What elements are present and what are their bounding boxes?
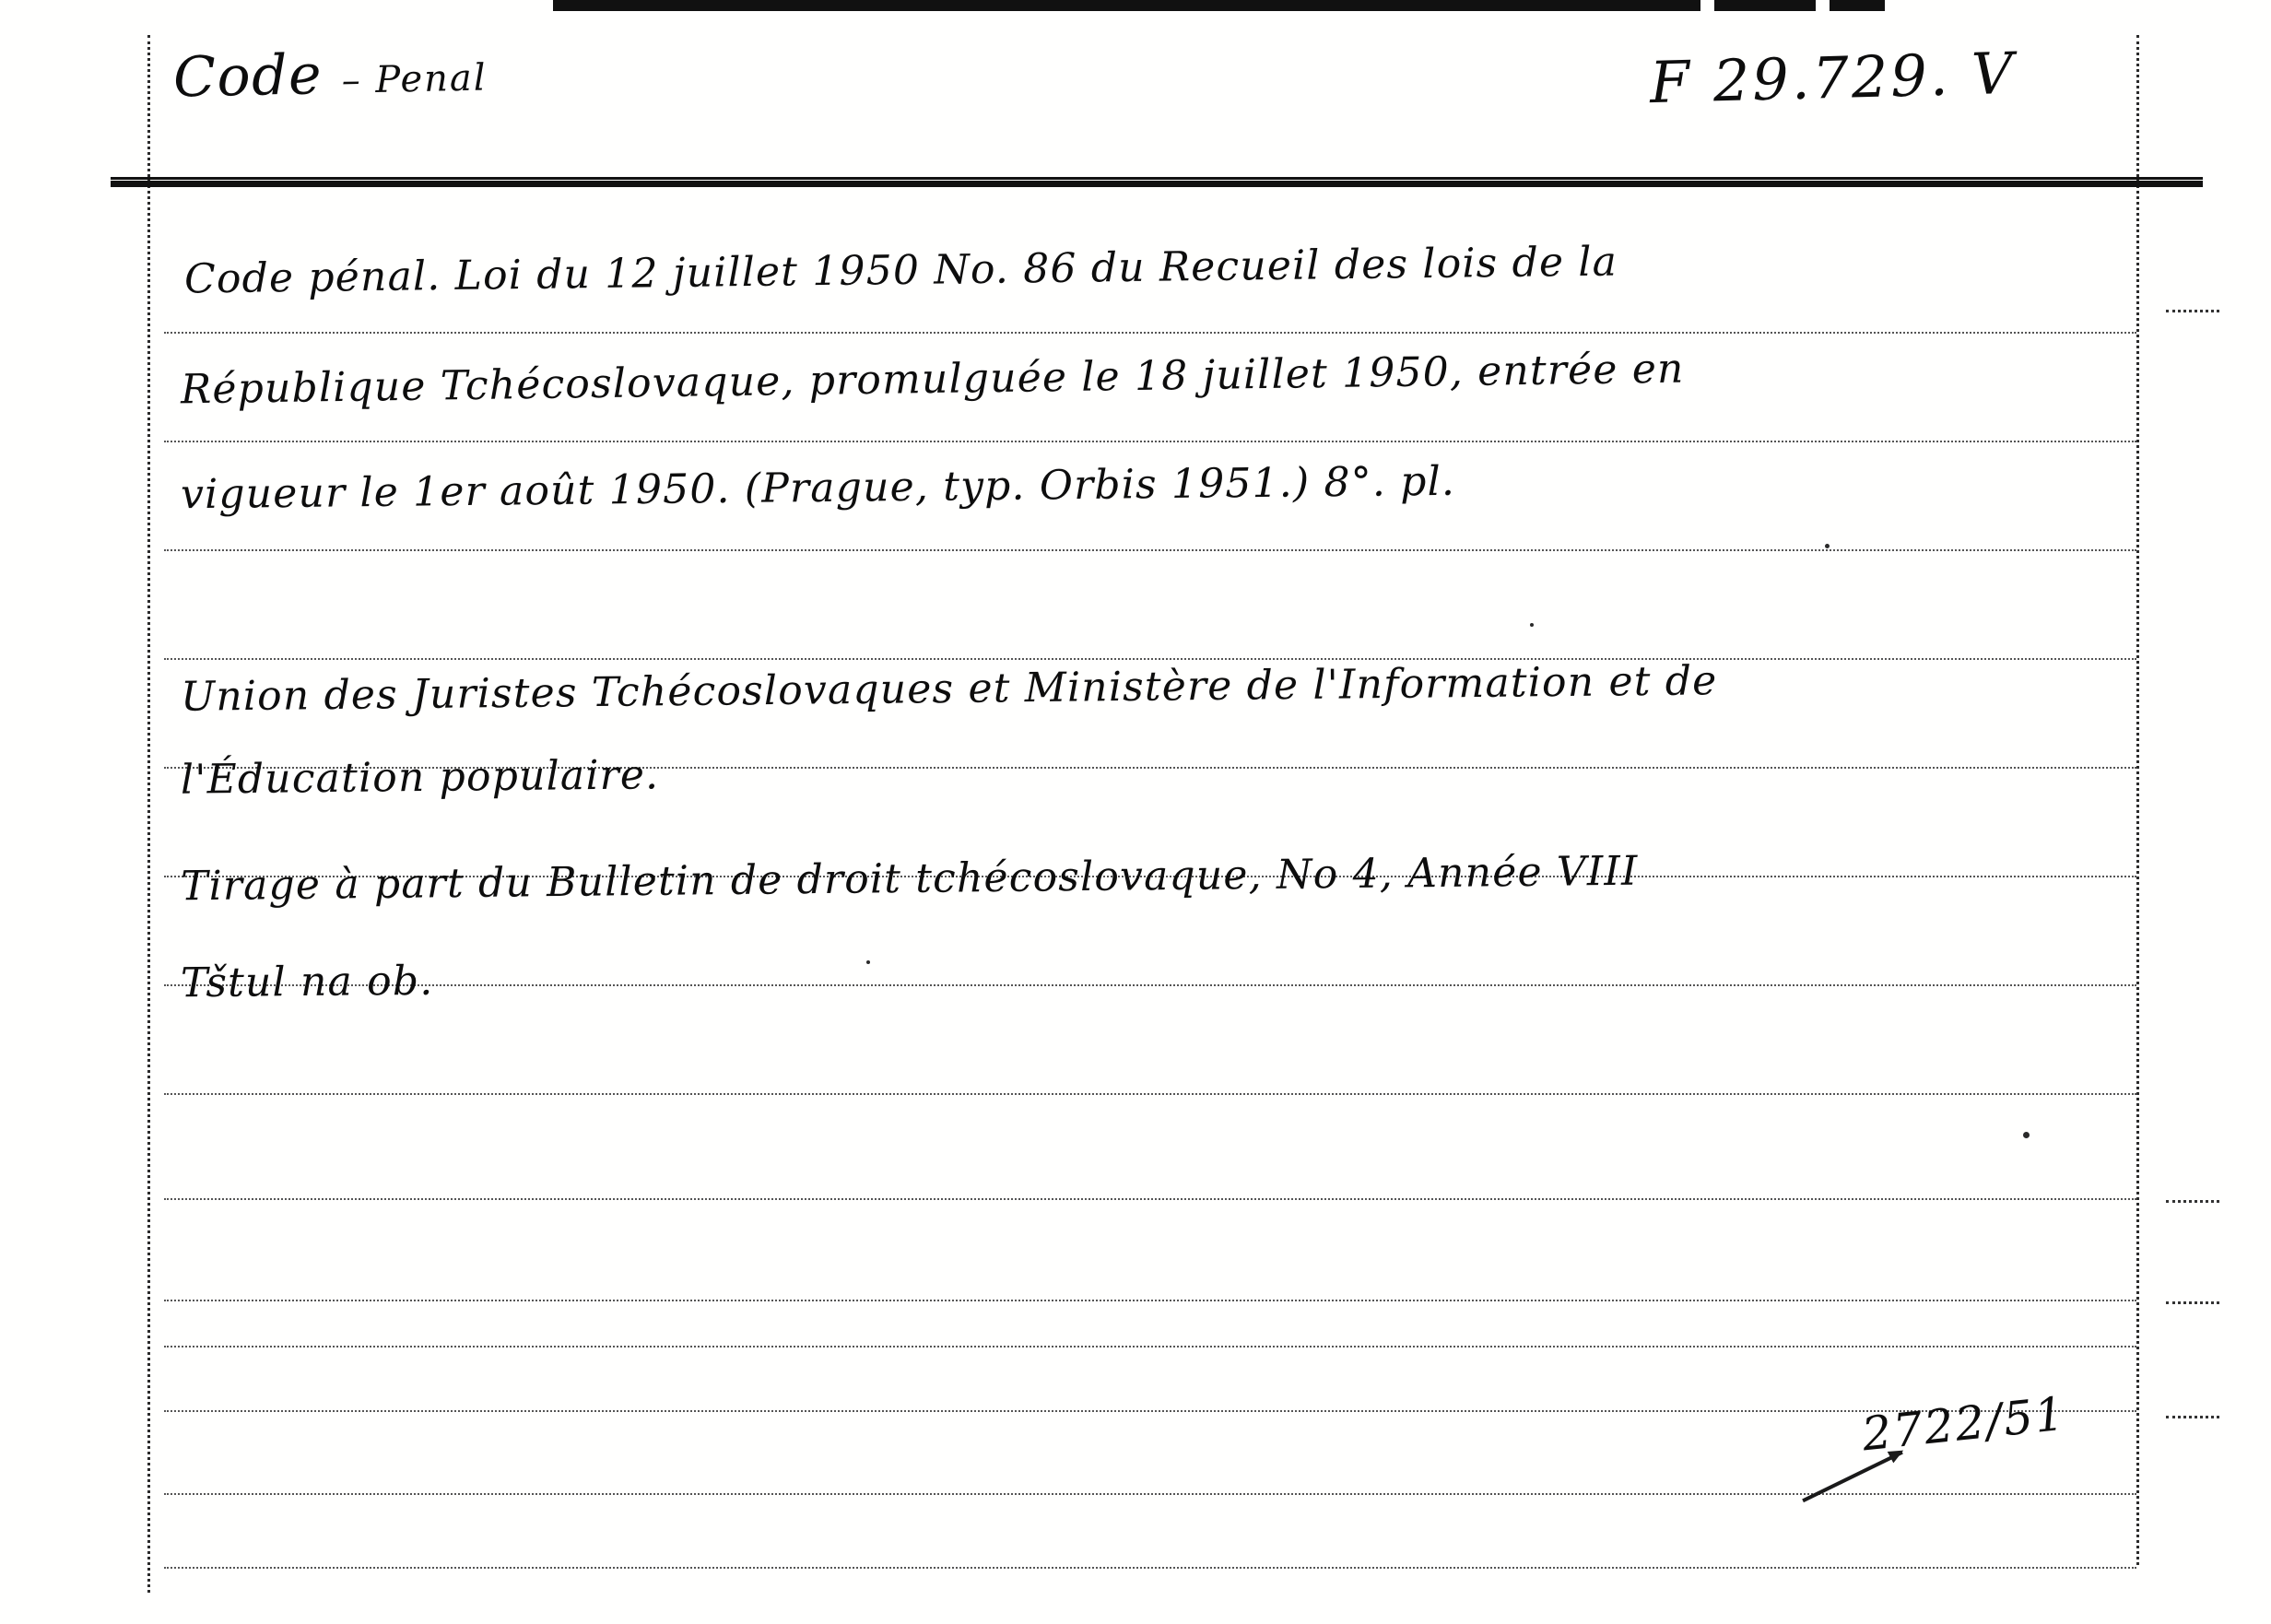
margin-stub [2166,1200,2219,1203]
ruled-line [164,1567,2136,1569]
ruled-line [164,1493,2136,1495]
ruled-line [164,1093,2136,1095]
accession-number: 2722/51 [1859,1386,2069,1462]
note-line: Tštul na ob. [180,957,434,1007]
subject-heading-main: Code [172,42,324,111]
shelfmark: F 29.729. V [1649,39,2017,117]
scan-edge-artifact-3 [1830,0,1885,11]
subject-heading [172,39,488,110]
header-divider-rule [111,181,2203,187]
corporate-author-line: Union des Juristes Tchécoslovaques et Ministère de l'Information et de [180,657,1718,721]
ruled-line [164,1300,2136,1301]
subject-heading-sub: – Penal [341,56,488,102]
ruled-line [164,1198,2136,1200]
corporate-author-line: l'Éducation populaire. [180,751,660,804]
ruled-line [164,549,2136,551]
ink-speck [866,960,870,964]
ruled-line [164,658,2136,660]
margin-stub [2166,310,2219,312]
ink-speck [1825,544,1830,548]
entry-line: vigueur le 1er août 1950. (Prague, typ. Orbis 1951.) 8°. pl. [180,457,1456,519]
ruled-line [164,332,2136,334]
scan-edge-artifact-2 [1714,0,1816,11]
right-margin-rule [2136,35,2139,1565]
left-margin-rule [147,35,150,1593]
margin-stub [2166,1416,2219,1418]
ruled-line [164,1346,2136,1347]
entry-line: Code pénal. Loi du 12 juillet 1950 No. 86 du Recueil des lois de la [183,238,1618,303]
margin-stub [2166,1301,2219,1304]
ruled-line [164,984,2136,986]
entry-line: République Tchécoslovaque, promulguée le 18 juillet 1950, entrée en [180,345,1685,414]
ink-speck [1530,623,1534,627]
ruled-line [164,1410,2136,1412]
ruled-line [164,441,2136,442]
note-line: Tirage à part du Bulletin de droit tchécoslovaque, No 4, Année VIII [180,847,1639,911]
scan-edge-artifact [553,0,1700,11]
ink-speck [2023,1132,2030,1138]
